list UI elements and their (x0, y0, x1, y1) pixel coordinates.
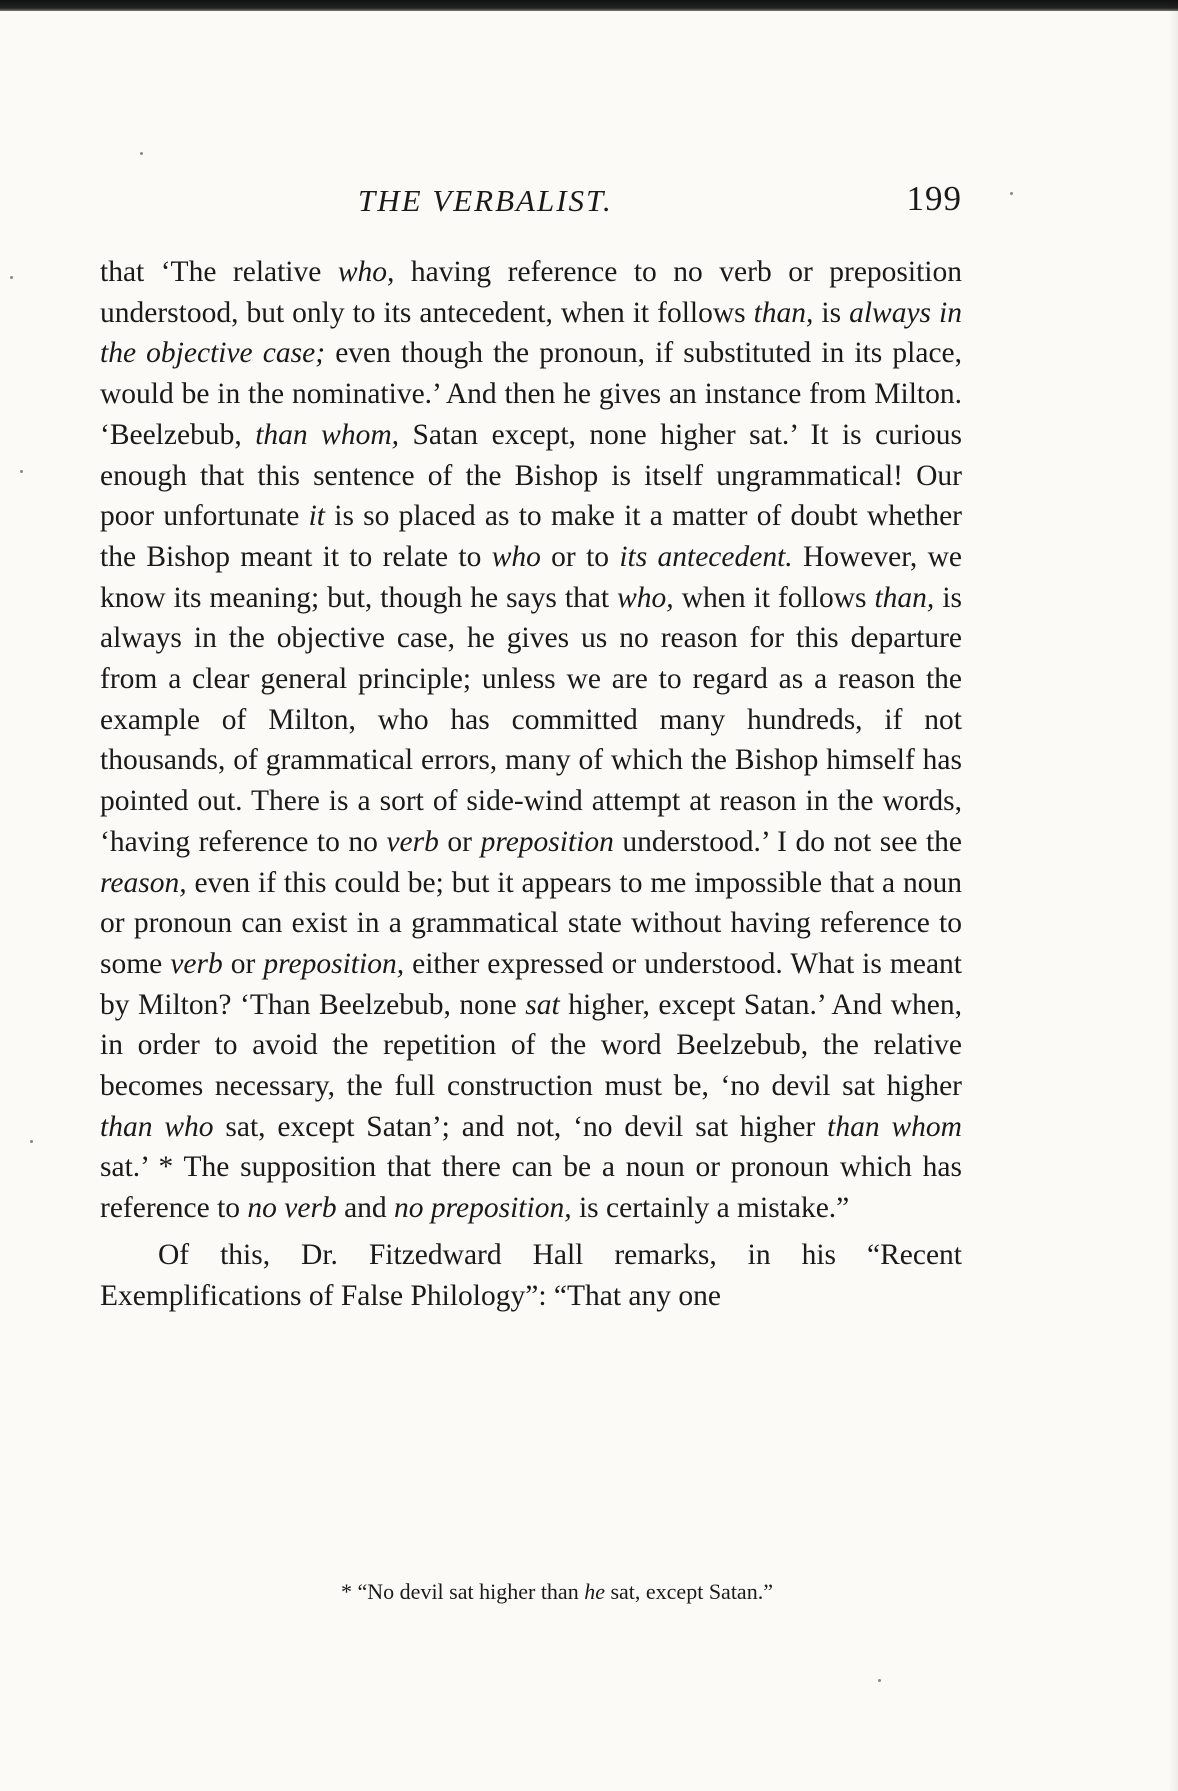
italic-run: verb (386, 825, 439, 858)
text-run: or (222, 947, 264, 980)
italic-run: its antecedent. (619, 540, 793, 573)
body-text (100, 252, 962, 1316)
italic-run: always in the objective case; (100, 296, 962, 370)
text-run: having reference to no verb or preposition understood, but only to its antecedent, when it follows (100, 256, 962, 329)
scan-speck (20, 470, 23, 473)
italic-run: he (584, 1579, 605, 1604)
text-run: that ‘The relative (100, 256, 338, 288)
italic-run: reason, (100, 866, 187, 899)
italic-run: who (491, 540, 541, 573)
italic-run: than, (874, 581, 935, 614)
italic-run: than whom, (255, 418, 400, 451)
scan-speck (1010, 192, 1013, 195)
text-run: understood.’ I do not see the (613, 825, 963, 858)
scan-speck (878, 1679, 881, 1682)
italic-run: who, (617, 581, 674, 614)
text-run: higher, except Satan.’ And when, in order to avoid the repetition of the word Beelzebub, the relative becomes necessary, the full construction must be, ‘no devil sat higher (100, 988, 962, 1103)
footnote (100, 1579, 988, 1605)
italic-run: than who (100, 1110, 214, 1143)
italic-run: than whom (827, 1110, 962, 1143)
scan-speck (10, 276, 13, 279)
paragraph (100, 252, 962, 1229)
scan-speck (140, 152, 143, 155)
italic-run: no preposition, (394, 1192, 572, 1225)
italic-run: it (308, 500, 325, 533)
text-run: even though the pronoun, if substituted in its place, would be in the nominative.’ And then he gives an instance from Milton. ‘Beelzebub, (100, 337, 962, 451)
italic-run: no verb (247, 1192, 337, 1225)
running-title: THE VERBALIST. (358, 183, 613, 218)
italic-run: preposition (480, 825, 614, 858)
page-edge (1168, 0, 1178, 1791)
text-run: is always in the objective case, he gives us no reason for this departure from a clear general principle; unless we are to regard as a reason the example of Milton, who has committed many hundreds, if not thousands, of grammatical errors, many of which the Bishop himself has pointed out. There is a sort of side-wind attempt at reason in the words, ‘having reference to no (100, 581, 962, 858)
text-run: sat, except Satan.” (604, 1579, 773, 1604)
text-run: even if this could be; but it appears to me impossible that a noun or pronoun can exist in a grammatical state without having reference to some (100, 866, 962, 980)
text-run: or (438, 825, 481, 858)
page-number: 199 (906, 179, 962, 218)
text-run: and (336, 1192, 395, 1225)
text-run: either expressed or understood. What is meant by Milton? ‘Than Beelzebub, none (100, 947, 962, 1021)
top-edge-shadow (0, 0, 1178, 11)
text-run: is certainly a mistake.” (571, 1192, 850, 1225)
text-run: Of this, Dr. Fitzedward Hall remarks, in his “Recent Exemplifications of False Philology”: “That any one (100, 1238, 962, 1312)
italic-run: than, (753, 296, 814, 329)
text-run: when it follows (673, 581, 875, 614)
text-run: Satan except, none higher sat.’ It is curious enough that this sentence of the Bishop is itself ungrammatical! Our poor unfortunate (100, 418, 962, 533)
italic-run: who, (337, 256, 395, 288)
paragraph (100, 1235, 962, 1316)
text-run: or to (540, 540, 620, 573)
scan-speck (30, 1140, 33, 1143)
italic-run: verb (170, 947, 223, 980)
text-run: However, we know its meaning; but, though he says that (100, 540, 962, 614)
running-head (358, 175, 978, 225)
text-run: sat.’ * The supposition that there can be a noun or pronoun which has reference to (100, 1151, 962, 1225)
text-run: * “No devil sat higher than (341, 1579, 585, 1604)
italic-run: preposition, (263, 947, 405, 980)
italic-run: sat (525, 988, 560, 1021)
text-run: is (813, 296, 850, 329)
text-run: is so placed as to make it a matter of doubt whether the Bishop meant it to relate to (100, 500, 962, 573)
text-run: sat, except Satan’; and not, ‘no devil sat higher (213, 1110, 828, 1143)
